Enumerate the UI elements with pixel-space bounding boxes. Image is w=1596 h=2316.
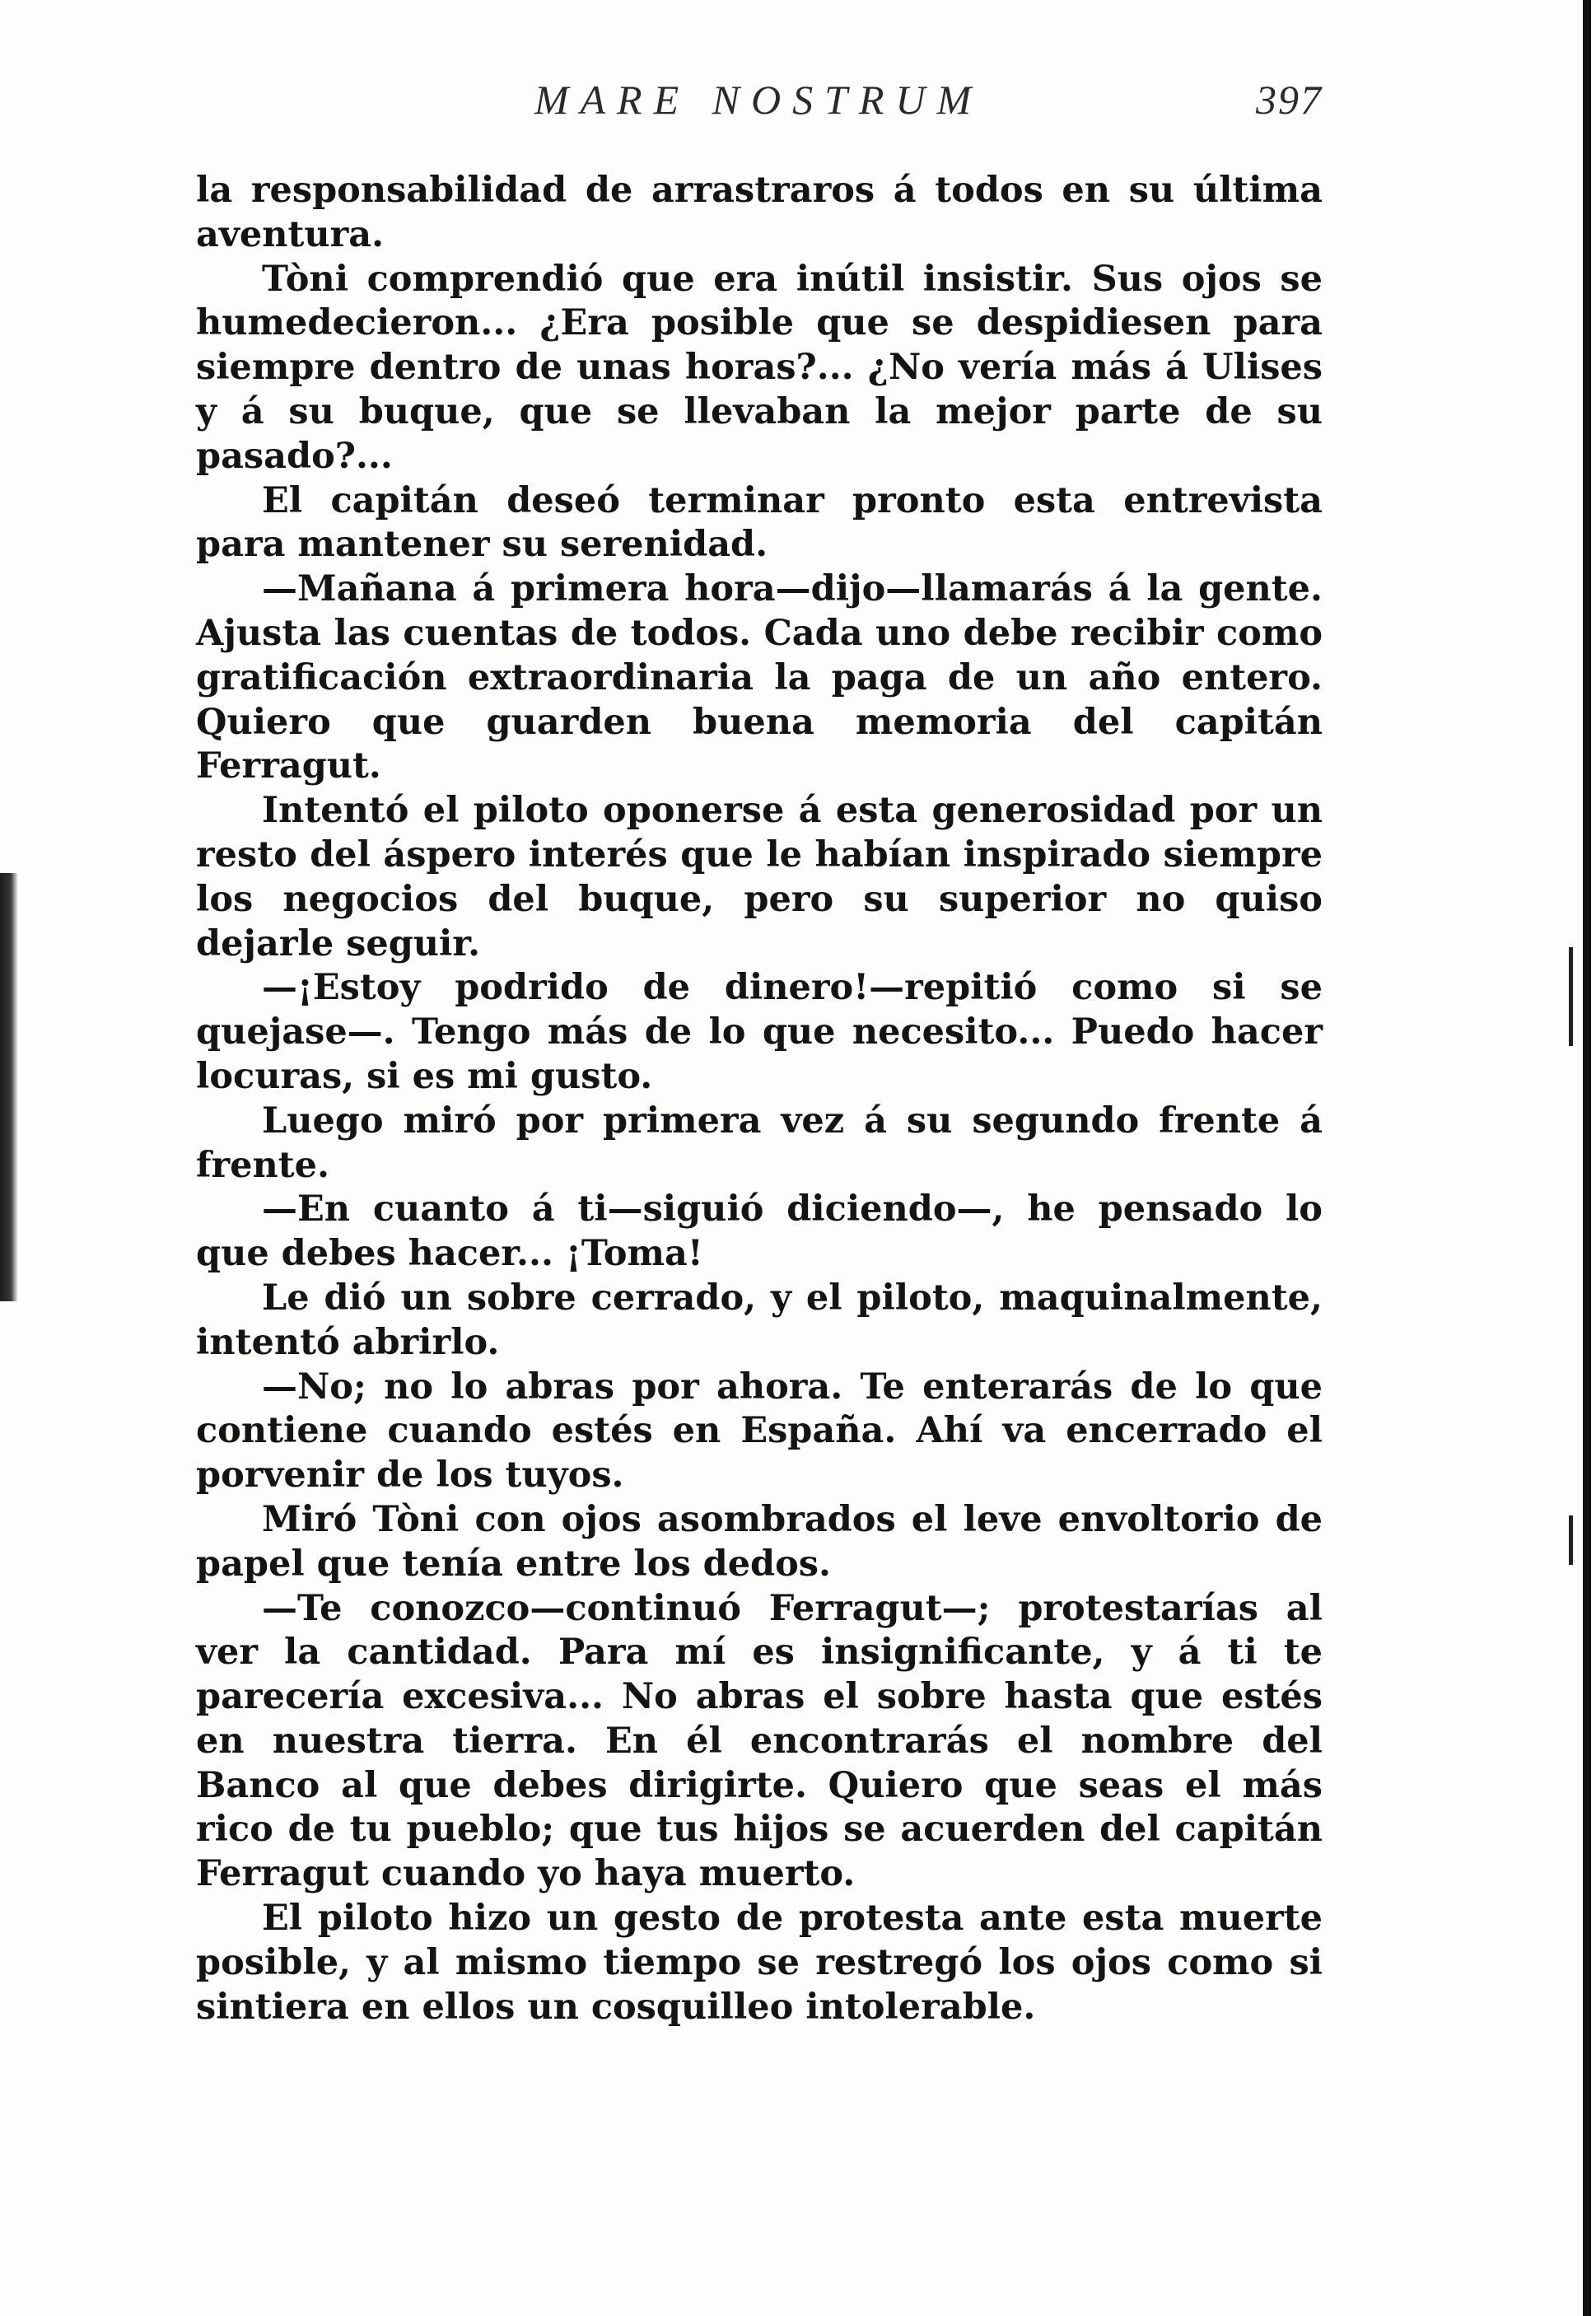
page-number: 397 xyxy=(1256,77,1323,123)
paragraph: Luego miró por primera vez á su segundo frente á frente. xyxy=(196,1100,1323,1186)
paragraph: —No; no lo abras por ahora. Te enterarás de lo que contiene cuando estés en España. Ahí va encerrado el porvenir de los tuyos. xyxy=(196,1366,1323,1497)
paragraph: Le dió un sobre cerrado, y el piloto, maquinalmente, intentó abrirlo. xyxy=(196,1277,1323,1363)
scan-edge-shadow xyxy=(0,873,18,1301)
paragraph: El piloto hizo un gesto de protesta ante esta muerte posible, y al mismo tiempo se restregó los ojos como si sintiera en ellos un cosquilleo intolerable. xyxy=(196,1898,1323,2028)
paragraph: Intentó el piloto oponerse á esta generosidad por un resto del áspero interés que le habían inspirado siempre los negocios del buque, pero su superior no quiso dejarle seguir. xyxy=(196,790,1323,964)
scan-edge-rule xyxy=(1583,0,1591,2316)
running-head xyxy=(194,76,1323,133)
paragraph: —Mañana á primera hora—dijo—llamarás á la gente. Ajusta las cuentas de todos. Cada uno debe recibir como gratificación extraordinaria la paga de un año entero. Quiero que guarden buena memoria del capitán Ferragut. xyxy=(196,568,1323,787)
scan-margin-mark xyxy=(1569,947,1573,1046)
running-title: MARE NOSTRUM xyxy=(534,77,983,123)
paragraph: la responsabilidad de arrastraros á todos en su última aventura. xyxy=(196,170,1323,255)
paragraph: El capitán deseó terminar pronto esta entrevista para mantener su serenidad. xyxy=(196,479,1323,566)
paragraph: —Te conozco—continuó Ferragut—; protestarías al ver la cantidad. Para mí es insignificante, y á ti te parecería excesiva... No abras el sobre hasta que estés en nuestra tierra. En él encontrarás el nombre del Banco al que debes dirigirte. Quiero que seas el más rico de tu pueblo; que tus hijos se acuerden del capitán Ferragut cuando yo haya muerto. xyxy=(196,1587,1323,1895)
paragraph: —¡Estoy podrido de dinero!—repitió como si se quejase—. Tengo más de lo que necesito... Puedo hacer locuras, si es mi gusto. xyxy=(196,967,1323,1097)
paragraph: Miró Tòni con ojos asombrados el leve envoltorio de papel que tenía entre los dedos. xyxy=(196,1498,1323,1585)
paragraph: Tòni comprendió que era inútil insistir. Sus ojos se humedecieron... ¿Era posible que se despidiesen para siempre dentro de unas horas?... ¿No vería más á Ulises y á su buque, que se llevaban la mejor parte de su pasado?... xyxy=(196,258,1323,477)
paragraph: —En cuanto á ti—siguió diciendo—, he pensado lo que debes hacer... ¡Toma! xyxy=(196,1188,1323,1275)
body-text xyxy=(196,169,1323,2029)
scan-margin-mark xyxy=(1569,1515,1573,1565)
